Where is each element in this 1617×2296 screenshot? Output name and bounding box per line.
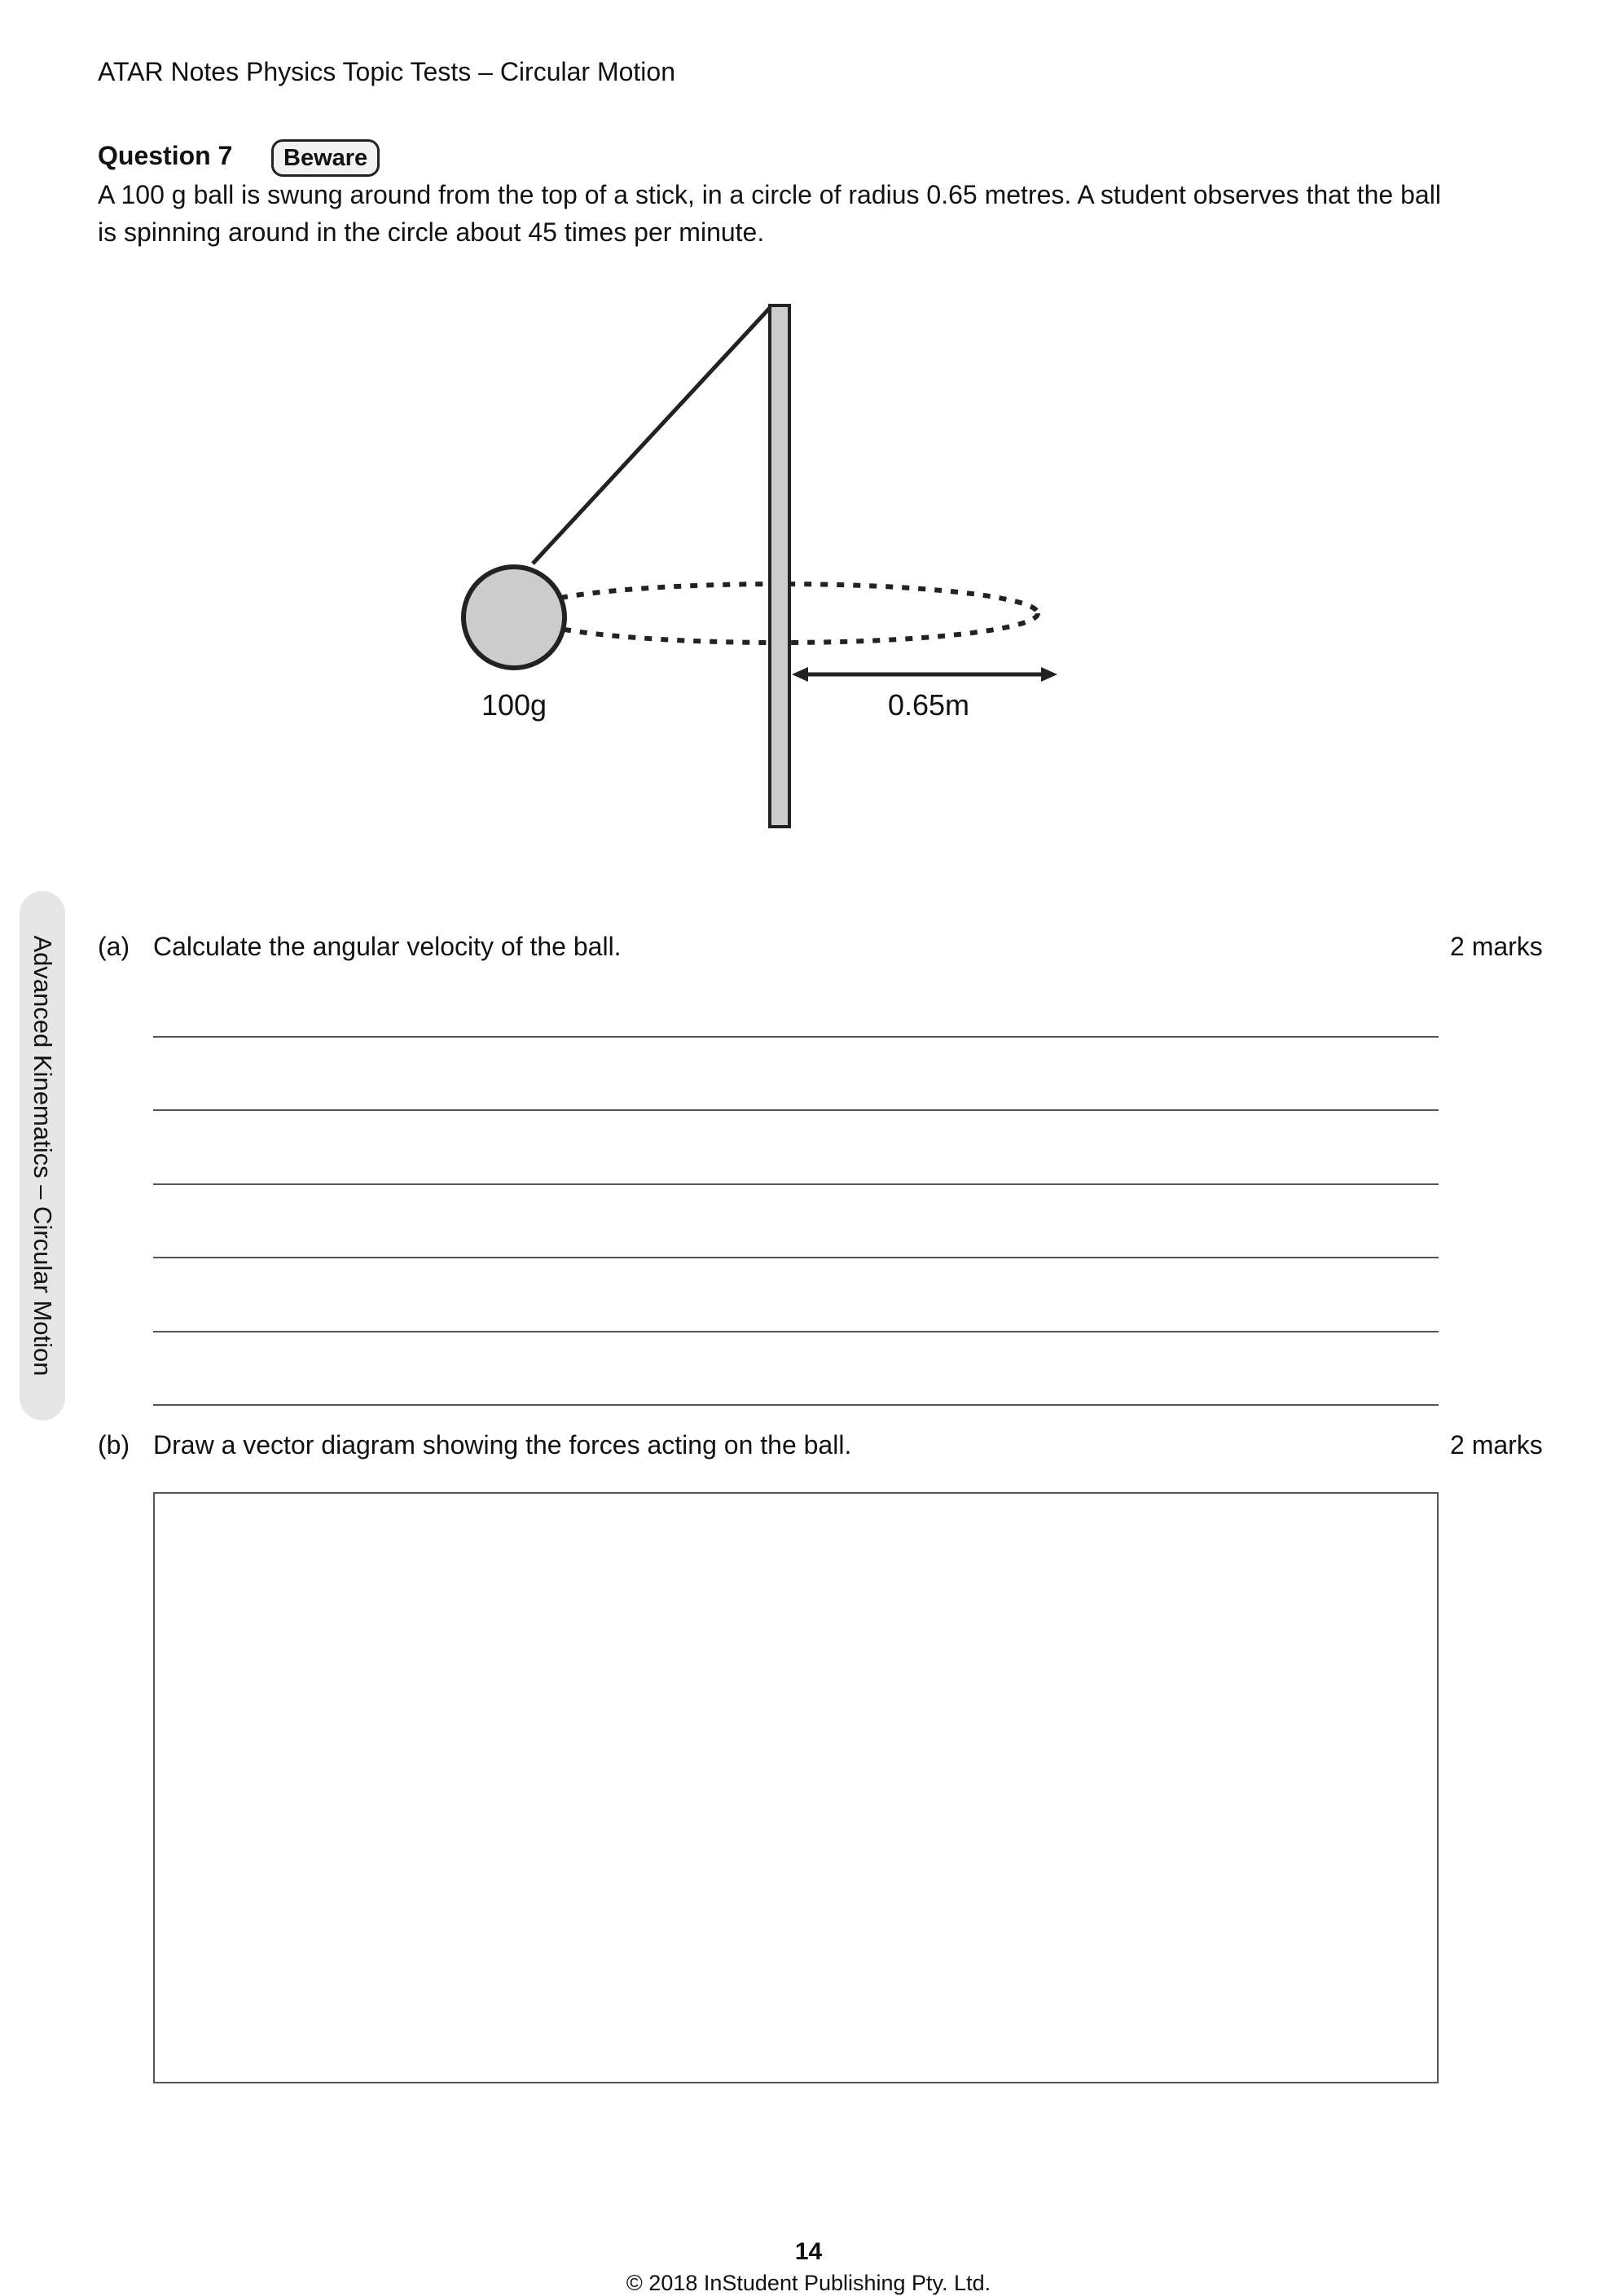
running-header: ATAR Notes Physics Topic Tests – Circular Motion <box>98 57 675 86</box>
answer-line[interactable] <box>153 1404 1439 1406</box>
question-title: Question 7 <box>98 141 233 170</box>
question-stem: A 100 g ball is swung around from the top of a stick, in a circle of radius 0.65 metres. A student observes that the ball is spinning around in the circle about 45 times per minute. <box>98 180 1441 247</box>
pendulum-diagram <box>440 293 1092 831</box>
radius-arrow-head-left <box>792 667 808 682</box>
copyright-notice: © 2018 InStudent Publishing Pty. Ltd. <box>626 2271 991 2295</box>
part-b-label: (b) <box>98 1430 130 1460</box>
part-a-text: Calculate the angular velocity of the ball. <box>153 932 622 961</box>
answer-line[interactable] <box>153 1257 1439 1258</box>
part-a-marks: 2 marks <box>1450 932 1543 961</box>
radius-arrow-head-right <box>1041 667 1057 682</box>
stick <box>770 305 789 827</box>
part-a-label: (a) <box>98 932 130 961</box>
answer-line[interactable] <box>153 1036 1439 1038</box>
side-section-tab <box>20 891 65 1420</box>
side-tab-text: Advanced Kinematics – Circular Motion <box>29 935 57 1376</box>
answer-line[interactable] <box>153 1331 1439 1332</box>
ball <box>464 567 565 668</box>
radius-label: 0.65m <box>887 688 970 722</box>
vector-diagram-box[interactable] <box>153 1492 1439 2083</box>
string-line <box>533 308 770 564</box>
part-b-marks: 2 marks <box>1450 1430 1543 1460</box>
part-b-text: Draw a vector diagram showing the forces acting on the ball. <box>153 1430 852 1460</box>
answer-line[interactable] <box>153 1109 1439 1111</box>
mass-label: 100g <box>481 688 547 722</box>
answer-line[interactable] <box>153 1183 1439 1185</box>
page-number: 14 <box>794 2238 823 2265</box>
beware-badge: Beware <box>271 139 380 177</box>
